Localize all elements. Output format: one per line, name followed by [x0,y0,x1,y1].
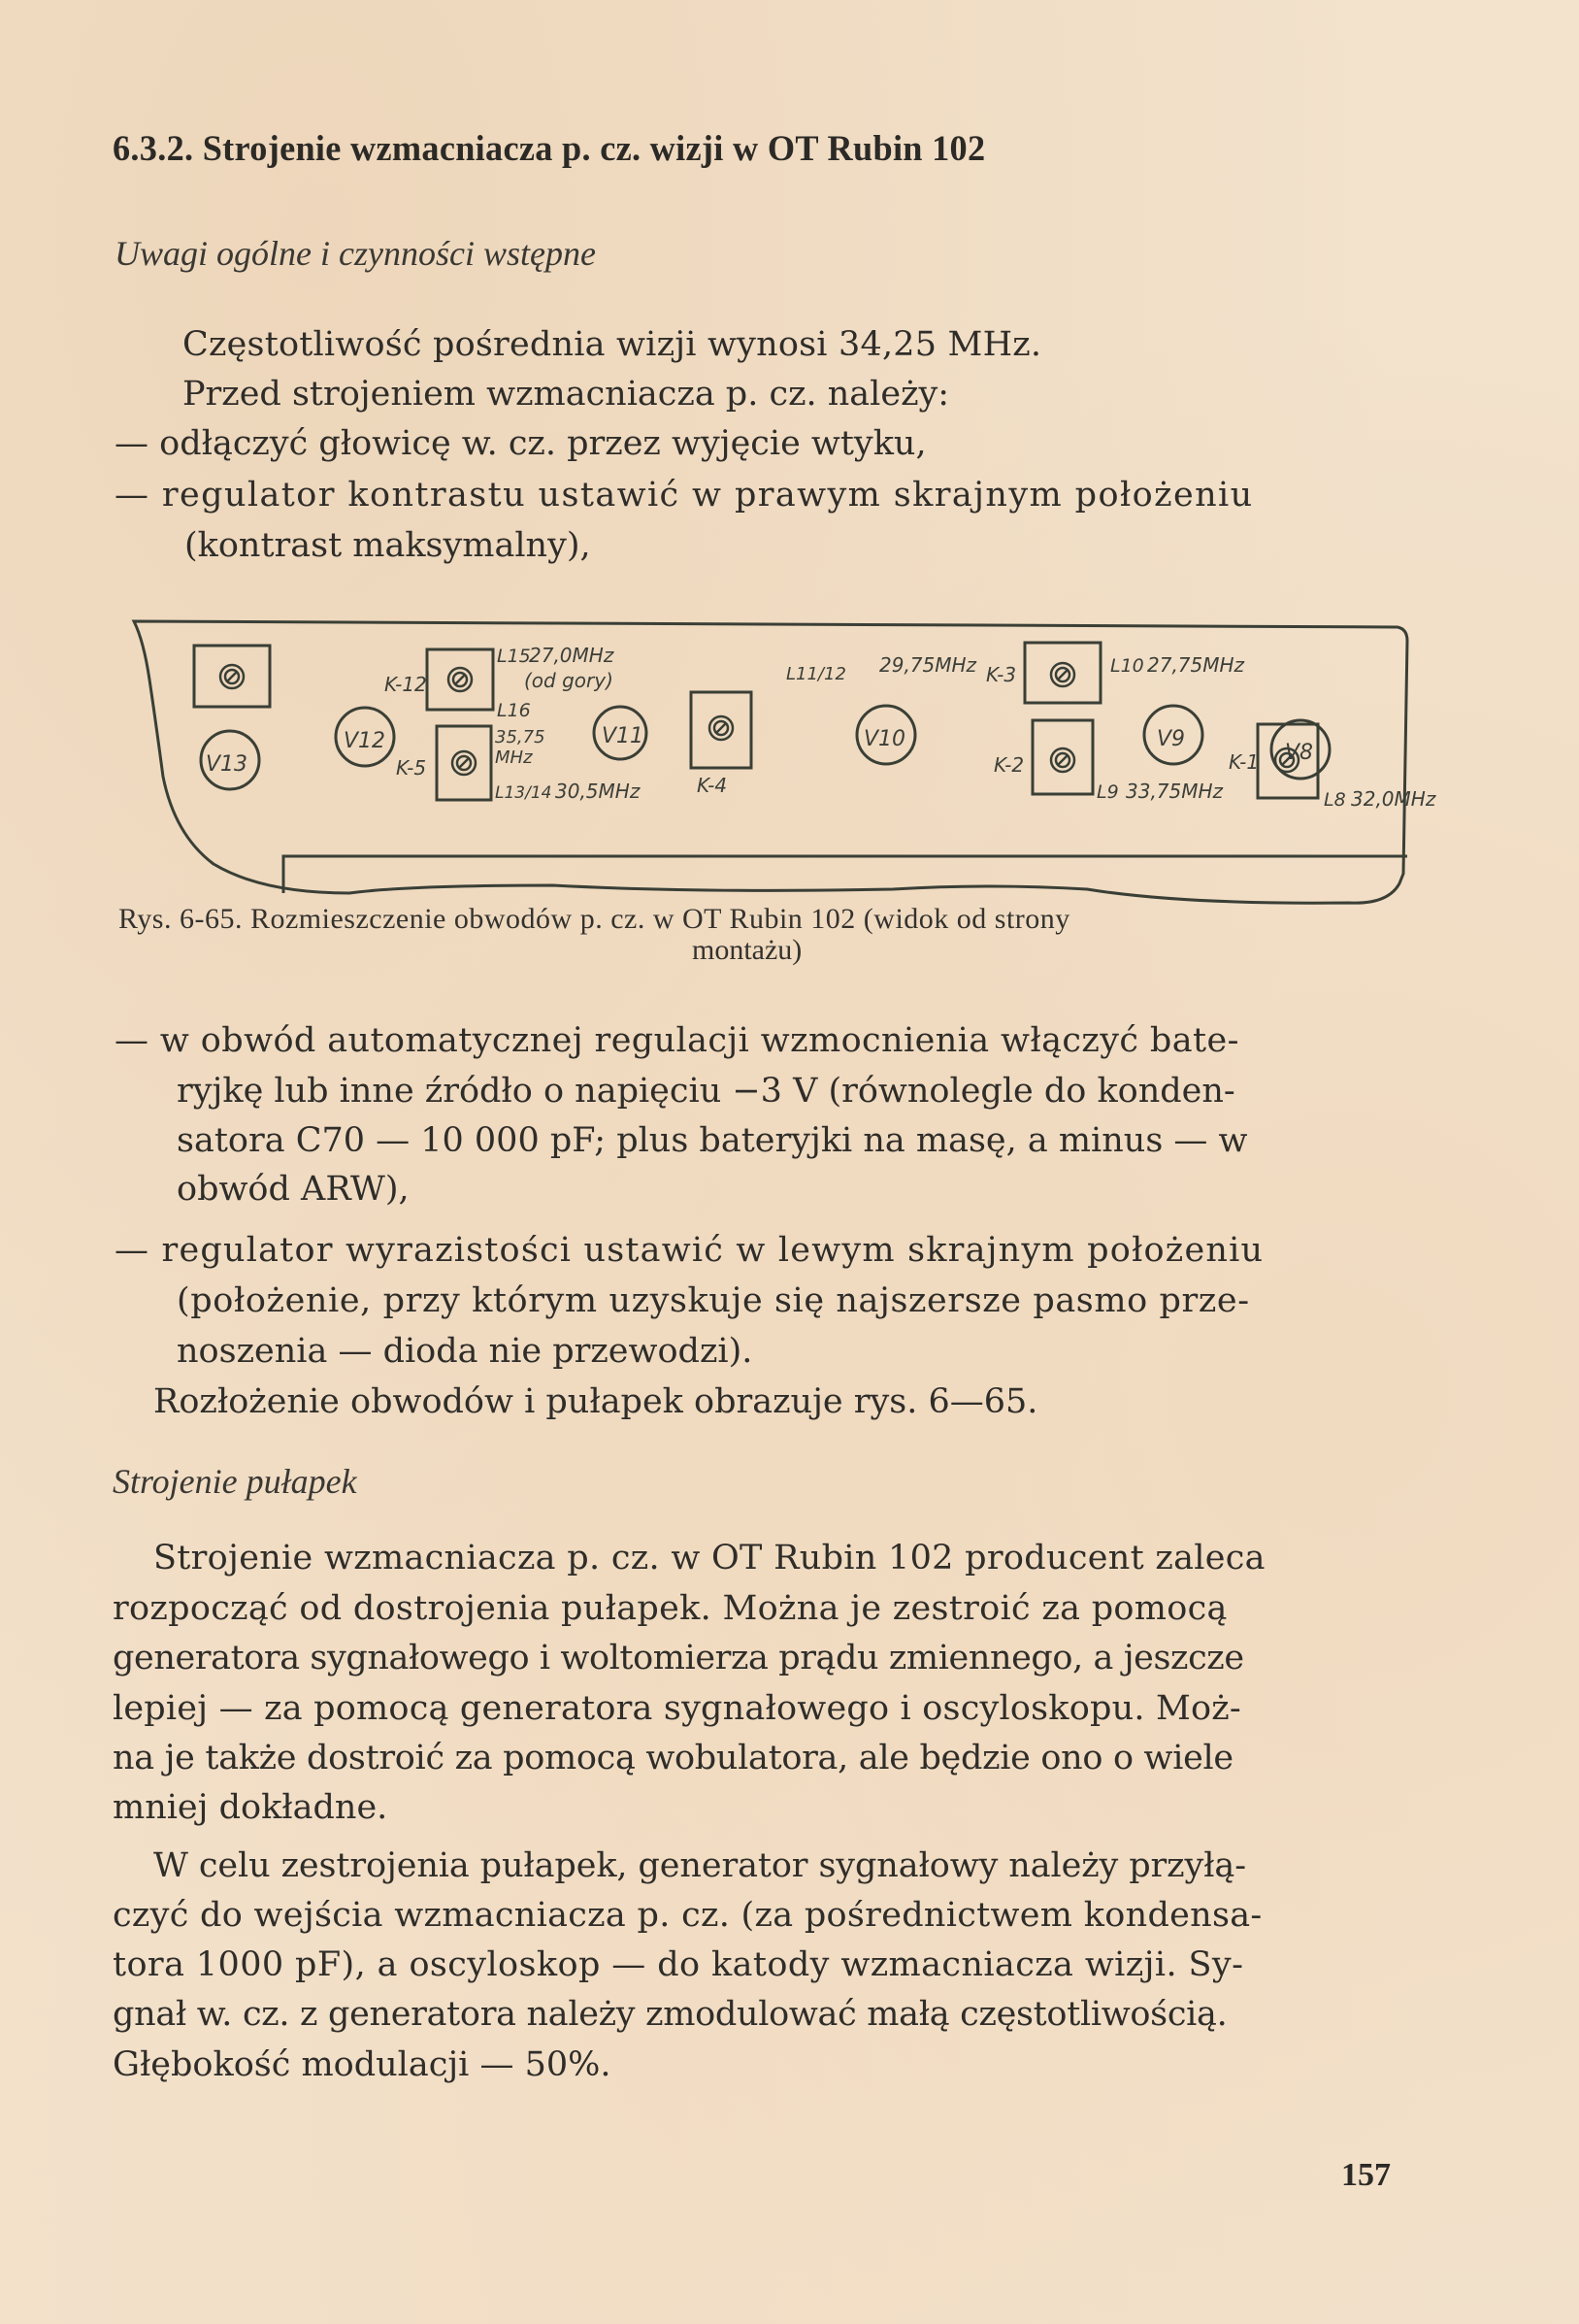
tube-label: V8 [1285,741,1314,765]
list-item-line: — odłączyć głowicę w. cz. przez wyjęcie wtyku, [115,424,927,463]
tube-label: V9 [1157,727,1186,751]
tuning-screw-icon [1051,663,1074,686]
text-line: mniej dokładne. [113,1788,388,1827]
tuning-screw-icon [709,716,733,740]
inductor-label: L11/12 [786,664,846,684]
page-number: 157 [1341,2157,1391,2193]
coil-label: K-3 [986,663,1017,686]
frequency-label: 27,75MHz [1147,653,1245,677]
text-line: (kontrast maksymalny), [184,526,591,565]
text-line: na je także dostroić za pomocą wobulatora, ale będzie ono o wiele [113,1739,1234,1777]
coil-box-k4 [691,692,751,768]
inductor-label: L10 [1110,655,1144,677]
list-item-line: — w obwód automatycznej regulacji wzmocnienia włączyć bate- [115,1021,1239,1060]
tuning-screw-icon [448,668,472,691]
text-line: noszenia — dioda nie przewodzi). [177,1332,753,1371]
inductor-label: L16 [497,700,531,721]
text-line: satora C70 — 10 000 pF; plus bateryjki na masę, a minus — w [177,1121,1248,1160]
subsection-title-general: Uwagi ogólne i czynności wstępne [115,234,596,273]
coil-label: K-4 [697,774,728,797]
tube-label: V11 [602,724,644,748]
frequency-label: 33,75MHz [1126,780,1224,803]
coil-label: K-5 [396,756,427,780]
figure-caption: Rys. 6-65. Rozmieszczenie obwodów p. cz. w OT Rubin 102 (widok od strony [118,903,1070,935]
text-line: ryjkę lub inne źródło o napięciu −3 V (równolegle do konden- [177,1072,1235,1111]
text-line: W celu zestrojenia pułapek, generator sygnałowy należy przyłą- [153,1846,1246,1885]
frequency-label: 27,0MHz [529,644,614,667]
frequency-label: 30,5MHz [555,780,641,803]
tube-label: V13 [206,752,248,777]
tube-label: V10 [864,727,906,751]
text-line: Głębokość modulacji — 50%. [113,2045,611,2084]
text-line: gnał w. cz. z generatora należy zmodulować małą częstotliwością. [113,1995,1228,2034]
text-line: Częstotliwość pośrednia wizji wynosi 34,25 MHz. [182,325,1042,364]
frequency-label: 35,75 [495,727,545,747]
figure-caption-continued: montażu) [692,934,803,966]
text-line: rozpocząć od dostrojenia pułapek. Można je zestroić za pomocą [113,1589,1228,1628]
coil-box-k2 [1033,720,1093,794]
tube-label: V12 [344,729,386,753]
text-line: Przed strojeniem wzmacniacza p. cz. należy: [182,375,950,414]
tuning-screw-icon [1051,748,1074,772]
text-line: Rozłożenie obwodów i pułapek obrazuje rys. 6—65. [153,1382,1038,1421]
frequency-label: 29,75MHz [879,653,977,677]
text-line: (położenie, przy którym uzyskuje się najszersze pasmo prze- [177,1281,1250,1320]
list-item-line: — regulator wyrazistości ustawić w lewym skrajnym położeniu [115,1231,1265,1270]
coil-label: K-1 [1229,750,1260,774]
note-label: (od gory) [524,669,613,692]
text-line: lepiej — za pomocą generatora sygnałowego i oscyloskopu. Moż- [113,1689,1241,1728]
inductor-label: L8 [1324,789,1346,811]
frequency-label: MHz [495,747,533,768]
coil-box-k3 [1025,643,1101,703]
text-line: Strojenie wzmacniacza p. cz. w OT Rubin 102 producent zaleca [153,1539,1266,1577]
circuit-layout-diagram [116,602,1436,903]
inductor-label: L15 [497,646,531,667]
subsection-title-traps: Strojenie pułapek [113,1462,357,1501]
list-item-line: — regulator kontrastu ustawić w prawym skrajnym położeniu [115,476,1254,515]
coil-label: K-2 [994,753,1025,777]
frequency-label: 32,0MHz [1351,787,1436,811]
text-line: tora 1000 pF), a oscyloskop — do katody wzmacniacza wizji. Sy- [113,1945,1244,1984]
text-line: generatora sygnałowego i woltomierza prądu zmiennego, a jeszcze [113,1639,1244,1677]
text-line: czyć do wejścia wzmacniacza p. cz. (za pośrednictwem kondensa- [113,1896,1263,1935]
inductor-label: L9 [1097,781,1119,803]
tuning-screw-icon [220,665,244,688]
tuning-screw-icon [452,751,476,775]
inductor-label: L13/14 [495,783,552,803]
coil-label: K-12 [384,673,427,696]
section-heading: 6.3.2. Strojenie wzmacniacza p. cz. wizji w OT Rubin 102 [113,129,986,169]
text-line: obwód ARW), [177,1170,410,1209]
